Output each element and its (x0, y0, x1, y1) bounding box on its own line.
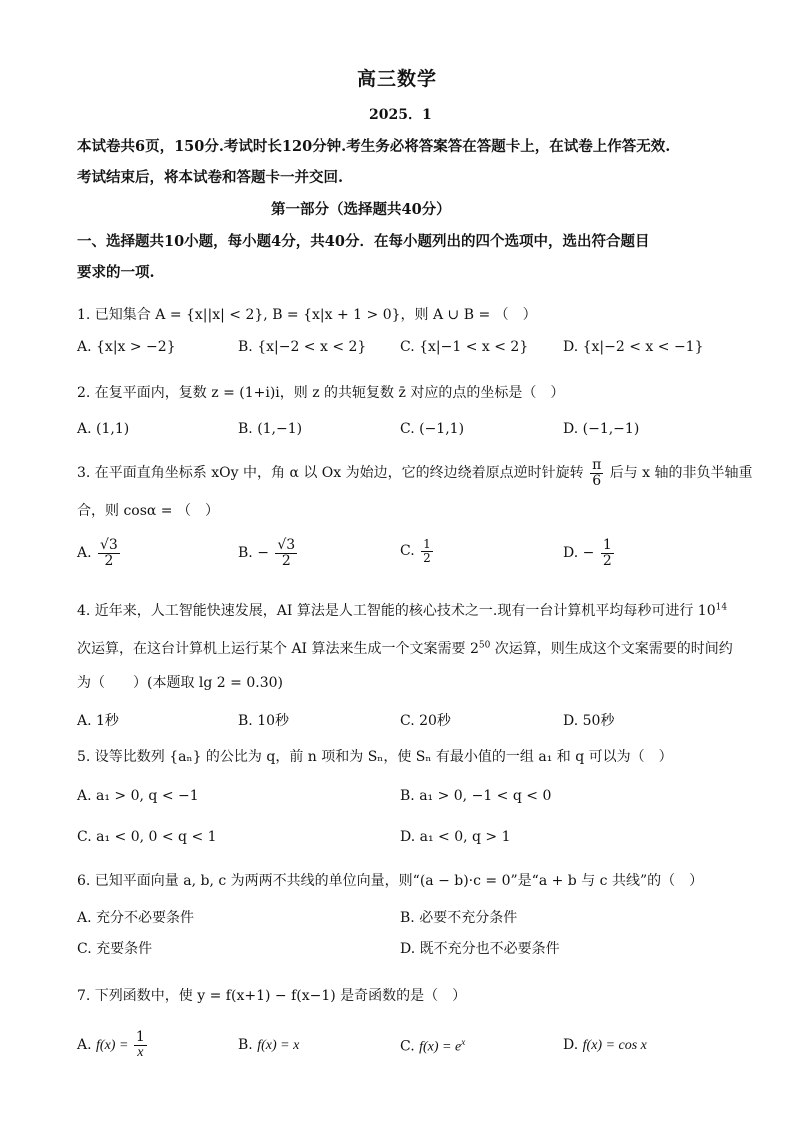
option-label: B. (238, 545, 253, 562)
fraction-denominator: 2 (104, 552, 114, 569)
option-fraction (601, 538, 614, 568)
question-7-stem: 7. 下列函数中，使 y = f(x+1) − f(x−1) 是奇函数的是（ ） (77, 988, 467, 1004)
question-1-stem: 1. 已知集合 A = {x||x| < 2}, B = {x|x + 1 > 0}，则 A ∪ B = （ ） (77, 307, 537, 323)
question-3-option-d (563, 538, 616, 568)
question-3-stem-line-2: 合，则 cosα = （ ） (77, 503, 219, 519)
intro-line-1: 本试卷共6页，150分.考试时长120分钟.考生务必将答案答在答题卡上，在试卷上作答无效. (77, 138, 671, 155)
option-fraction (98, 538, 120, 568)
option-fraction (421, 538, 433, 564)
option-label: D. (563, 1037, 579, 1053)
question-4-option-d: D. 50秒 (563, 713, 615, 729)
section-instruction-line-2: 要求的一项. (77, 264, 155, 281)
question-7-option-d (563, 1037, 647, 1054)
question-3-stem-tail: 后与 x 轴的非负半轴重 (609, 465, 753, 482)
question-2-option-a: A. (1,1) (77, 421, 130, 437)
question-4-option-b: B. 10秒 (238, 713, 290, 729)
question-6-option-a: A. 充分不必要条件 (77, 910, 195, 926)
question-6-option-d: D. 既不充分也不必要条件 (400, 941, 560, 957)
function-expression: f(x) = cos x (582, 1038, 647, 1053)
fraction-numerator: 1 (135, 1029, 145, 1045)
question-4-text: 次运算，则生成这个文案需要的时间约 (490, 641, 733, 657)
question-4-text: 次运算，在这台计算机上运行某个 AI 算法来生成一个文案需要 2 (77, 641, 479, 657)
question-5-option-a: A. a₁ > 0, q < −1 (77, 788, 199, 804)
function-expression: f(x) = x (257, 1038, 300, 1053)
exam-date: 2025．1 (369, 107, 432, 123)
option-sign: − (257, 545, 269, 562)
option-label: C. (400, 543, 415, 560)
question-4-option-a: A. 1秒 (77, 713, 119, 729)
question-5-option-c: C. a₁ < 0, 0 < q < 1 (77, 829, 217, 845)
fraction-numerator: √3 (100, 537, 118, 553)
function-expression: f(x) = e (419, 1039, 462, 1055)
section-instruction-line-1: 一、选择题共10小题，每小题4分，共40分．在每小题列出的四个选项中，选出符合题目 (77, 233, 650, 250)
option-sign: − (582, 545, 595, 562)
question-6-option-b: B. 必要不充分条件 (400, 910, 518, 926)
part-title: 第一部分（选择题共40分） (271, 201, 451, 218)
page-title: 高三数学 (357, 68, 438, 90)
option-label: B. (238, 1037, 253, 1053)
question-1-option-b: B. {x|−2 < x < 2} (238, 339, 367, 355)
question-4-text: 4. 近年来，人工智能快速发展，AI 算法是人工智能的核心技术之一.现有一台计算机平均每秒可进行 10 (77, 603, 716, 619)
question-7-option-c (400, 1037, 465, 1056)
question-3-stem-line-1 (77, 458, 753, 488)
option-label: D. (563, 545, 579, 562)
question-2-stem: 2. 在复平面内，复数 z = (1+i)i，则 z 的共轭复数 z̄ 对应的点的坐标是（ ） (77, 385, 565, 401)
question-4-stem-line-2 (77, 638, 733, 658)
option-label: A. (77, 545, 92, 562)
question-2-option-d: D. (−1,−1) (563, 421, 640, 437)
question-3-angle-fraction (590, 458, 603, 488)
function-expression: f(x) = (96, 1038, 132, 1054)
question-5-option-d: D. a₁ < 0, q > 1 (400, 829, 511, 845)
question-1-option-c: C. {x|−1 < x < 2} (400, 339, 529, 355)
fraction-numerator: π (592, 457, 602, 473)
exponent: 50 (478, 640, 491, 651)
question-3-stem-text: 3. 在平面直角坐标系 xOy 中，角 α 以 Ox 为始边，它的终边绕着原点逆时针旋转 (77, 465, 584, 482)
fraction-denominator: x (137, 1044, 144, 1060)
exponent: 14 (715, 602, 728, 613)
option-fraction (134, 1030, 147, 1060)
question-7-option-b (238, 1037, 299, 1054)
fraction-denominator: 2 (423, 550, 431, 565)
question-6-stem: 6. 已知平面向量 a, b, c 为两两不共线的单位向量，则“(a − b)·c = 0”是“a + b 与 c 共线”的（ ） (77, 873, 704, 889)
fraction-denominator: 2 (281, 552, 291, 569)
option-fraction (275, 538, 297, 568)
question-4-stem-line-1 (77, 600, 727, 620)
fraction-numerator: √3 (277, 537, 296, 553)
fraction-denominator: 6 (592, 472, 602, 489)
fraction-numerator: 1 (423, 537, 431, 551)
question-7-option-a (77, 1030, 149, 1060)
question-4-option-c: C. 20秒 (400, 713, 451, 729)
fraction-numerator: 1 (602, 537, 612, 553)
question-3-option-b (238, 538, 299, 568)
question-2-option-c: C. (−1,1) (400, 421, 465, 437)
fraction-denominator: 2 (602, 552, 612, 569)
intro-line-2: 考试结束后，将本试卷和答题卡一并交回. (77, 169, 344, 186)
question-1-option-a: A. {x|x > −2} (77, 339, 176, 355)
option-label: C. (400, 1038, 415, 1055)
question-5-stem: 5. 设等比数列 {aₙ} 的公比为 q，前 n 项和为 Sₙ，使 Sₙ 有最小值的一组 a₁ 和 q 可以为（ ） (77, 749, 673, 765)
question-2-option-b: B. (1,−1) (238, 421, 303, 437)
question-3-option-c (400, 538, 435, 564)
question-5-option-b: B. a₁ > 0, −1 < q < 0 (400, 788, 552, 804)
question-3-option-a (77, 538, 122, 568)
option-label: A. (77, 1037, 92, 1054)
question-6-option-c: C. 充要条件 (77, 941, 153, 957)
question-1-option-d: D. {x|−2 < x < −1} (563, 339, 704, 355)
exponent: x (461, 1037, 466, 1047)
question-4-stem-line-3: 为（ ）(本题取 lg 2 = 0.30) (77, 675, 283, 691)
